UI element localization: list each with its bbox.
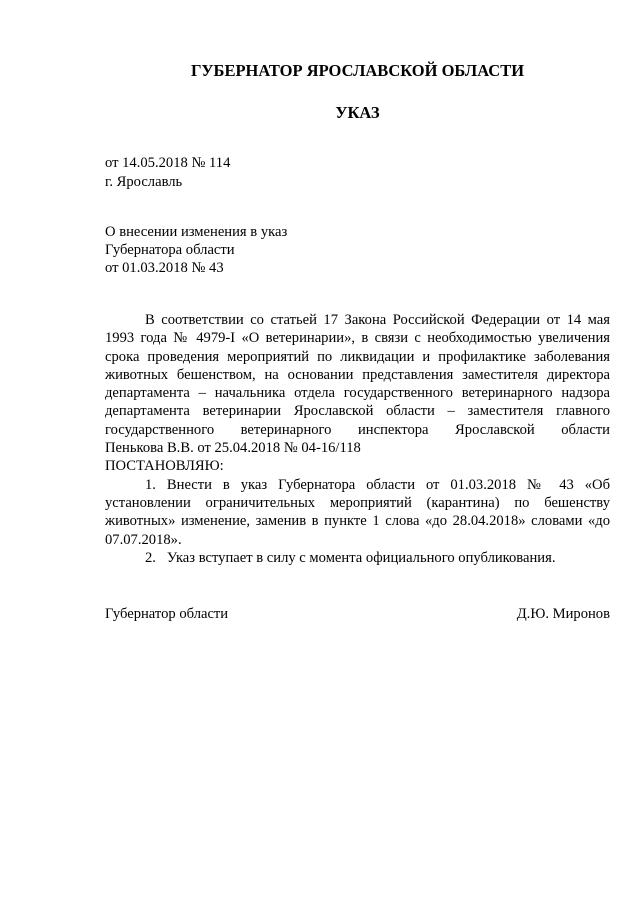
subject-line-1: О внесении изменения в указ [105,224,288,240]
subject-line-2: Губернатора области [105,242,235,258]
decree-item-1: 1. Внести в указ Губернатора области от 01.03.2018 № 43 «Об установлении ограничительных мероприятий (карантина) по бешенству животных» изменение, заменив в пункте 1 слова «до 28.04.2018» словами «до 07.07.2018». [105,476,610,548]
document-authority: ГУБЕРНАТОР ЯРОСЛАВСКОЙ ОБЛАСТИ [190,61,525,80]
signature-position: Губернатор области [105,606,229,622]
document-date-number: от 14.05.2018 № 114 [105,155,231,171]
preamble-paragraph: В соответствии со статьей 17 Закона Российской Федерации от 14 мая 1993 года № 4979-I «О ветеринарии», в связи с необходимостью увеличения срока проведения мероприятий по ликвидации и профилактике заболевания животных бешенством, на основании представления заместителя директора департамента – начальника отдела государственного ветеринарного надзора департамента ветеринарии Ярославской области – заместителя главного государственного ветеринарного инспектора Ярославской области [105,312,610,438]
preamble-tail: Пенькова В.В. от 25.04.2018 № 04-16/118 [105,440,361,457]
document-type: УКАЗ [335,103,380,122]
subject-line-3: от 01.03.2018 № 43 [105,260,224,276]
decree-word: ПОСТАНОВЛЯЮ: [105,458,224,475]
document-body [105,311,610,567]
signature-name: Д.Ю. Миронов [516,606,610,622]
decree-item-2: 2. Указ вступает в силу с момента официального опубликования. [145,549,556,566]
document-city: г. Ярославль [105,174,183,190]
